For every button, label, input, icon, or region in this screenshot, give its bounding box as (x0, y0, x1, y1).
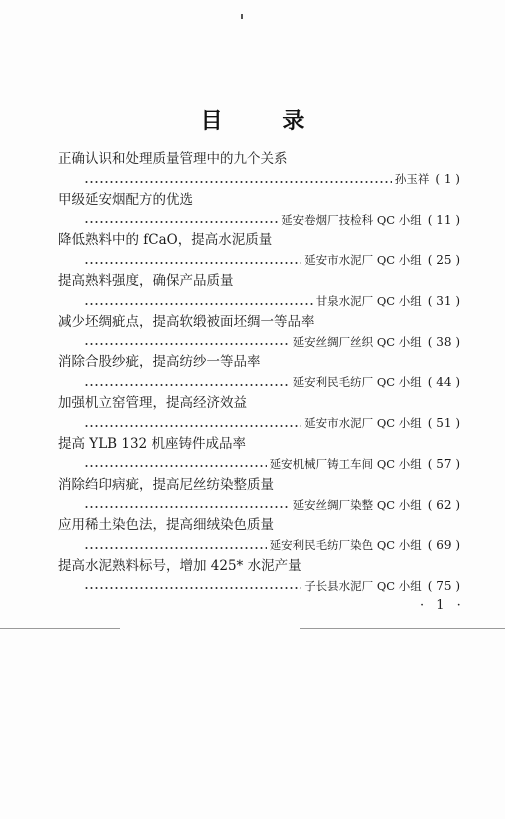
entry-author: 孙玉祥 (394, 172, 430, 186)
entry-author: 延安利民毛纺厂 QC 小组 (292, 375, 422, 390)
scan-edge-line-right (300, 628, 505, 629)
toc-entry[interactable] (58, 394, 460, 435)
entry-title: 加强机立窑管理，提高经济效益 (58, 395, 247, 412)
entry-author: 延安市水泥厂 QC 小组 (304, 416, 422, 431)
entry-leader-line (84, 373, 460, 391)
toc-entry[interactable] (58, 150, 460, 191)
toc-entry[interactable] (58, 313, 460, 354)
toc-entry[interactable] (58, 435, 460, 476)
toc-entry[interactable] (58, 231, 460, 272)
dot-leader (84, 384, 290, 386)
scan-edge-line-left (0, 628, 120, 629)
entry-page-number: ( 75 ) (427, 578, 460, 593)
entry-page-number: ( 25 ) (427, 253, 460, 268)
entry-leader-line (84, 536, 460, 554)
entry-author: 延安利民毛纺厂染色 QC 小组 (269, 538, 422, 553)
entry-page-number: ( 1 ) (435, 172, 460, 186)
entry-author: 甘泉水泥厂 QC 小组 (315, 294, 422, 309)
entry-leader-line (84, 170, 460, 188)
dot-leader (84, 547, 267, 549)
dot-leader (84, 221, 278, 223)
entry-title: 提高熟料强度，确保产品质量 (58, 273, 234, 290)
entry-title: 应用稀土染色法，提高细绒染色质量 (58, 517, 274, 534)
entry-title: 降低熟料中的 fCaO，提高水泥质量 (58, 232, 273, 249)
entry-leader-line (84, 577, 460, 595)
toc-entry[interactable] (58, 191, 460, 232)
toc-entry[interactable] (58, 516, 460, 557)
entry-title: 消除绉印病疵，提高尼丝纺染整质量 (58, 476, 274, 493)
entry-title: 消除合股纱疵，提高纺纱一等品率 (58, 354, 261, 371)
entry-title: 提高 YLB 132 机座铸件成品率 (58, 435, 246, 452)
entry-page-number: ( 38 ) (427, 334, 460, 349)
entry-author: 延安机械厂铸工车间 QC 小组 (269, 456, 422, 471)
entry-page-number: ( 31 ) (427, 294, 460, 309)
entry-title: 提高水泥熟料标号，增加 425* 水泥产量 (58, 557, 302, 574)
entry-page-number: ( 11 ) (427, 212, 460, 227)
dot-leader (84, 465, 267, 467)
entry-page-number: ( 57 ) (427, 456, 460, 471)
entry-leader-line (84, 333, 460, 351)
entry-leader-line (84, 251, 460, 269)
dot-leader (84, 425, 301, 427)
entry-author: 延安卷烟厂技检科 QC 小组 (281, 212, 422, 227)
entry-author: 延安丝绸厂染整 QC 小组 (292, 497, 422, 512)
entry-page-number: ( 62 ) (427, 497, 460, 512)
entry-title: 正确认识和处理质量管理中的九个关系 (58, 151, 288, 167)
dot-leader (84, 262, 301, 264)
toc-entry[interactable] (58, 476, 460, 517)
page-folio: · 1 · (420, 598, 465, 613)
dot-leader (84, 506, 290, 508)
dot-leader (84, 303, 313, 305)
page-title: 目 录 (200, 109, 331, 134)
toc-entry[interactable] (58, 353, 460, 394)
entry-title: 甲级延安烟配方的优选 (58, 191, 193, 208)
dot-leader (84, 181, 392, 183)
toc-entry[interactable] (58, 557, 460, 598)
entry-title: 减少坯绸疵点，提高软缎被面坯绸一等品率 (58, 313, 315, 330)
entry-leader-line (84, 496, 460, 514)
toc-entry[interactable] (58, 272, 460, 313)
entry-page-number: ( 44 ) (427, 375, 460, 390)
dot-leader (84, 587, 301, 589)
scan-speck (241, 14, 243, 19)
entry-leader-line (84, 455, 460, 473)
table-of-contents (58, 150, 460, 598)
entry-author: 子长县水泥厂 QC 小组 (304, 578, 422, 593)
dot-leader (84, 343, 290, 345)
entry-author: 延安丝绸厂丝织 QC 小组 (292, 334, 422, 349)
entry-page-number: ( 69 ) (427, 538, 460, 553)
entry-page-number: ( 51 ) (427, 416, 460, 431)
entry-leader-line (84, 211, 460, 229)
entry-author: 延安市水泥厂 QC 小组 (304, 253, 422, 268)
entry-leader-line (84, 414, 460, 432)
entry-leader-line (84, 292, 460, 310)
